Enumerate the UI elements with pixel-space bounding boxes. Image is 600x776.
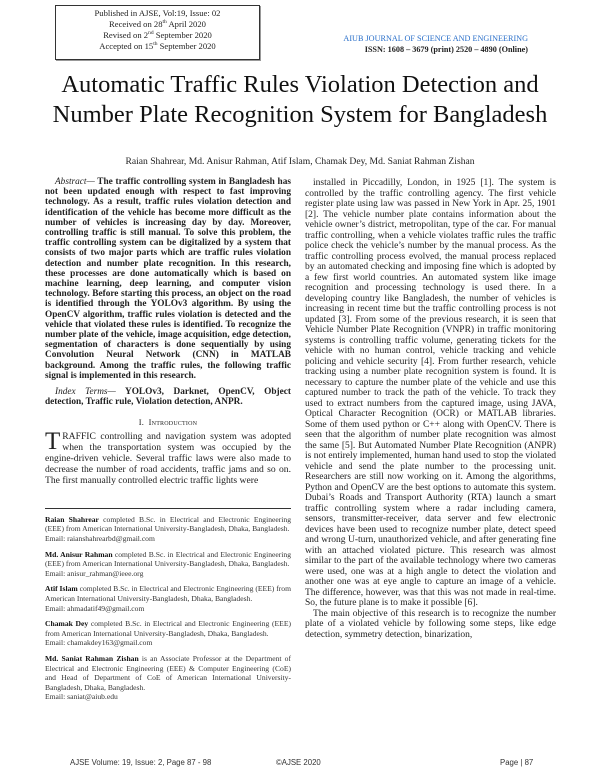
publication-info-box: [55, 5, 260, 60]
footer-page-number: Page | 87: [500, 758, 534, 767]
author-footnote: Md. Saniat Rahman Zishan is an Associate Professor at the Department of Electrical and Electronic Engineering (EEE) & Computer Engineering (CoE) and Head of Department of CoE of American International University-Bangladesh, Dhaka, Bangladesh. Email: saniat@aiub.edu: [45, 654, 291, 702]
abstract-text: The traffic controlling system in Bangladesh has not been updated enough with respect to fast improving technology. As a result, traffic rules violation detection and identification of the vehicle has become more difficult as the number of vehicles is increasing day by day. Moreover, controlling traffic is still manual. To solve this problem, the traffic controlling system can be digitalized by a system that consists of two major parts which are traffic rules violation detection and number plate recognition. In this research, these processes are done automatically which is based on machine learning, deep learning, and computer vision technology. Before starting this process, an object on the road is identified through the YOLOv3 algorithm. By using the OpenCV algorithm, traffic rules violation is detected and the vehicle that violated these rules is identified. To recognize the number plate of the vehicle, image acquisition, edge detection, segmentation of characters is done sequentially by using Convolution Neural Network (CNN) in MATLAB background. Among the traffic rules, the following traffic signal is implemented in this research.: [45, 177, 291, 381]
section-heading-introduction: I. Introduction: [138, 417, 198, 427]
journal-issn: ISSN: 1608 – 3679 (print) 2520 – 4890 (Online): [364, 45, 528, 54]
left-column: [45, 177, 291, 702]
author-footnote: Chamak Dey completed B.Sc. in Electrical and Electronic Engineering (EEE) from American International University-Bangladesh, Dhaka, Bangladesh. Email: chamakdey163@gmail.com: [45, 619, 291, 648]
introduction-paragraph: TRAFFIC controlling and navigation system was adopted when the transportation system was occupied by the engine-driven vehicle. Several traffic laws were also made to decrease the number of road accidents, traffic jams and so on. The first manually controlled electric traffic lights were: [45, 427, 291, 486]
journal-name: AIUB JOURNAL OF SCIENCE AND ENGINEERING: [343, 34, 528, 43]
received-date: Received on 28th April 2020: [109, 19, 206, 29]
author-footnote: Raian Shahrear completed B.Sc. in Electrical and Electronic Engineering (EEE) from American International University-Bangladesh, Dhaka, Bangladesh. Email: raianshahrearbd@gmail.com: [45, 514, 291, 544]
index-terms-label: Index Terms—: [55, 387, 116, 398]
body-paragraph: installed in Piccadilly, London, in 1925 [1]. The system is controlled by the traffic controlling agency. The first vehicle register plate using law was passed in New York in Apr. 25, 1901 [2]. The vehicle number plate contains information about the vehicle owner’s district, metropolitan, type of the car. For manual traffic controlling, when a vehicle violates traffic rules the traffic police check the vehicle’s number by the manual process. As the traffic controlling process evolved, the manual process replaced by an automated checking and imposing fine which is adopted by a few first world countries. An automated system like image recognition and processing technology is used there. In a developing country like Bangladesh, the number of vehicles is increasing in recent time but the traffic controlling process is not updated [3]. From some of the previous research, it is seen that Vehicle Number Plate Recognition (VNPR) in traffic monitoring systems is controlling traffic volume, generating tickets for the vehicle with no human control, vehicle tracking and vehicle policing and vehicle security [4]. From further research, vehicle tracking using a number plate recognition system is found. It is necessary to capture the number plate of the vehicle and use this captured number to track the path of the vehicle. To track they used to extract numbers from the captured image, using JAVA, Optical Character Recognition (OCR) or MATLAB libraries. Some of them used python or C++ along with OpenCV. There is seen that the algorithm of number plate recognition was almost the same [5]. But Automated Number Plate Recognition (ANPR) is not entirely implemented, human hand used to stop the violated vehicle and send the plate number to the processing unit. Researchers are still now working on it. Among the algorithms, Python and OpenCV are the best options to automate this system. Dubai’s Roads and Transport Authority (RTA) launch a smart traffic controlling system where a radar including camera, sensors, transmitter-receiver, data server and few electronic devices have been used to recognize number plate, detect speed and wrong U-turn, unauthorized vehicle, and after generating fine with an attached violated picture. This research was almost similar to the part of the available technology where two cameras were used, one was at a high angle to detect the violation and another one was at eye angle to capture an image of a vehicle. The difference, however, was that this was not made in real-time. So, the future plane is to make it possible [6].: [305, 178, 556, 608]
footer-volume: AJSE Volume: 19, Issue: 2, Page 87 - 98: [70, 758, 212, 767]
footer-copyright: ©AJSE 2020: [276, 758, 321, 767]
paper-title: Automatic Traffic Rules Violation Detection and Number Plate Recognition System for Bangladesh: [52, 71, 548, 128]
index-terms-text: YOLOv3, Darknet, OpenCV, Object detection, Traffic rule, Violation detection, ANPR.: [45, 387, 291, 408]
footnote-divider: [45, 508, 291, 509]
accepted-date: Accepted on 15th September 2020: [99, 41, 216, 51]
right-column-text: [305, 178, 556, 640]
index-terms: [45, 387, 291, 408]
publication-line: Published in AJSE, Vol:19, Issue: 02: [94, 8, 221, 18]
journal-header: [300, 33, 528, 55]
drop-cap: T: [45, 427, 61, 455]
body-paragraph: The main objective of this research is to recognize the number plate of a violated vehicle by following some steps, like edge detection, symmetry detection, binarization,: [305, 608, 556, 640]
author-footnote: Atif Islam completed B.Sc. in Electrical and Electronic Engineering (EEE) from American International University-Bangladesh, Dhaka, Bangladesh. Email: ahmadatif49@gmail.com: [45, 584, 291, 613]
author-list: Raian Shahrear, Md. Anisur Rahman, Atif Islam, Chamak Dey, Md. Saniat Rahman Zishan: [125, 156, 475, 167]
abstract-label: Abstract—: [55, 177, 95, 187]
revised-date: Revised on 2nd September 2020: [103, 30, 212, 40]
abstract: [45, 177, 291, 381]
author-footnote: Md. Anisur Rahman completed B.Sc. in Electrical and Electronic Engineering (EEE) from American International University-Bangladesh, Dhaka, Bangladesh. Email: anisur_rahman@ieee.org: [45, 549, 291, 578]
